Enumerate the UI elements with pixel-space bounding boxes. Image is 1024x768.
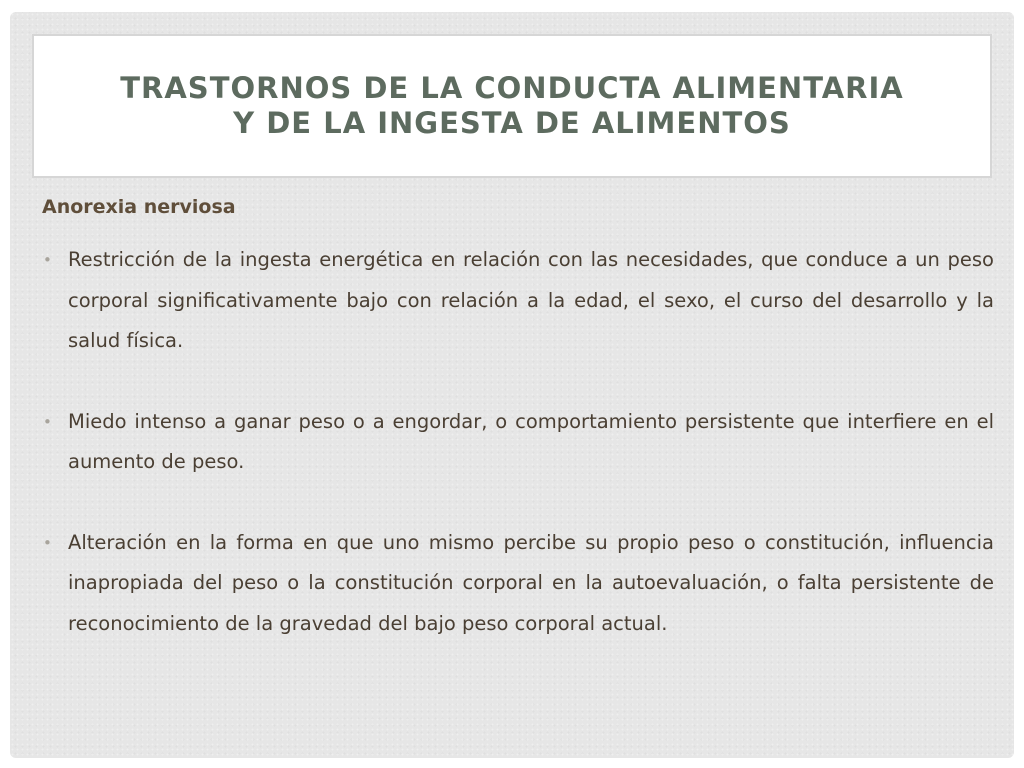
title-line-2: Y DE LA INGESTA DE ALIMENTOS [233, 106, 791, 140]
bullet-item [42, 523, 994, 645]
bullet-text: Alteración en la forma en que uno mismo percibe su propio peso o constitución, influencia inapropiada del peso o la constitución corporal en la autoevaluación, o falta persistente de reconocimiento de la gravedad del bajo peso corporal actual. [68, 530, 994, 635]
bullet-item [42, 402, 994, 483]
bullet-item [42, 240, 994, 362]
slide [10, 12, 1014, 758]
bullet-text: Miedo intenso a ganar peso o a engordar, o comportamiento persistente que interfiere en el aumento de peso. [68, 409, 994, 473]
title-line-1: TRASTORNOS DE LA CONDUCTA ALIMENTARIA [120, 71, 904, 105]
bullet-dot-icon: • [43, 251, 52, 269]
bullet-text: Restricción de la ingesta energética en relación con las necesidades, que conduce a un peso corporal significativamente bajo con relación a la edad, el sexo, el curso del desarrollo y la salud física. [68, 248, 994, 352]
bullet-dot-icon: • [43, 412, 52, 431]
bullet-list [42, 240, 994, 644]
bullet-dot-icon: • [43, 533, 52, 552]
section-subtitle: Anorexia nerviosa [42, 196, 236, 218]
slide-title [120, 71, 903, 141]
title-box [32, 34, 992, 178]
